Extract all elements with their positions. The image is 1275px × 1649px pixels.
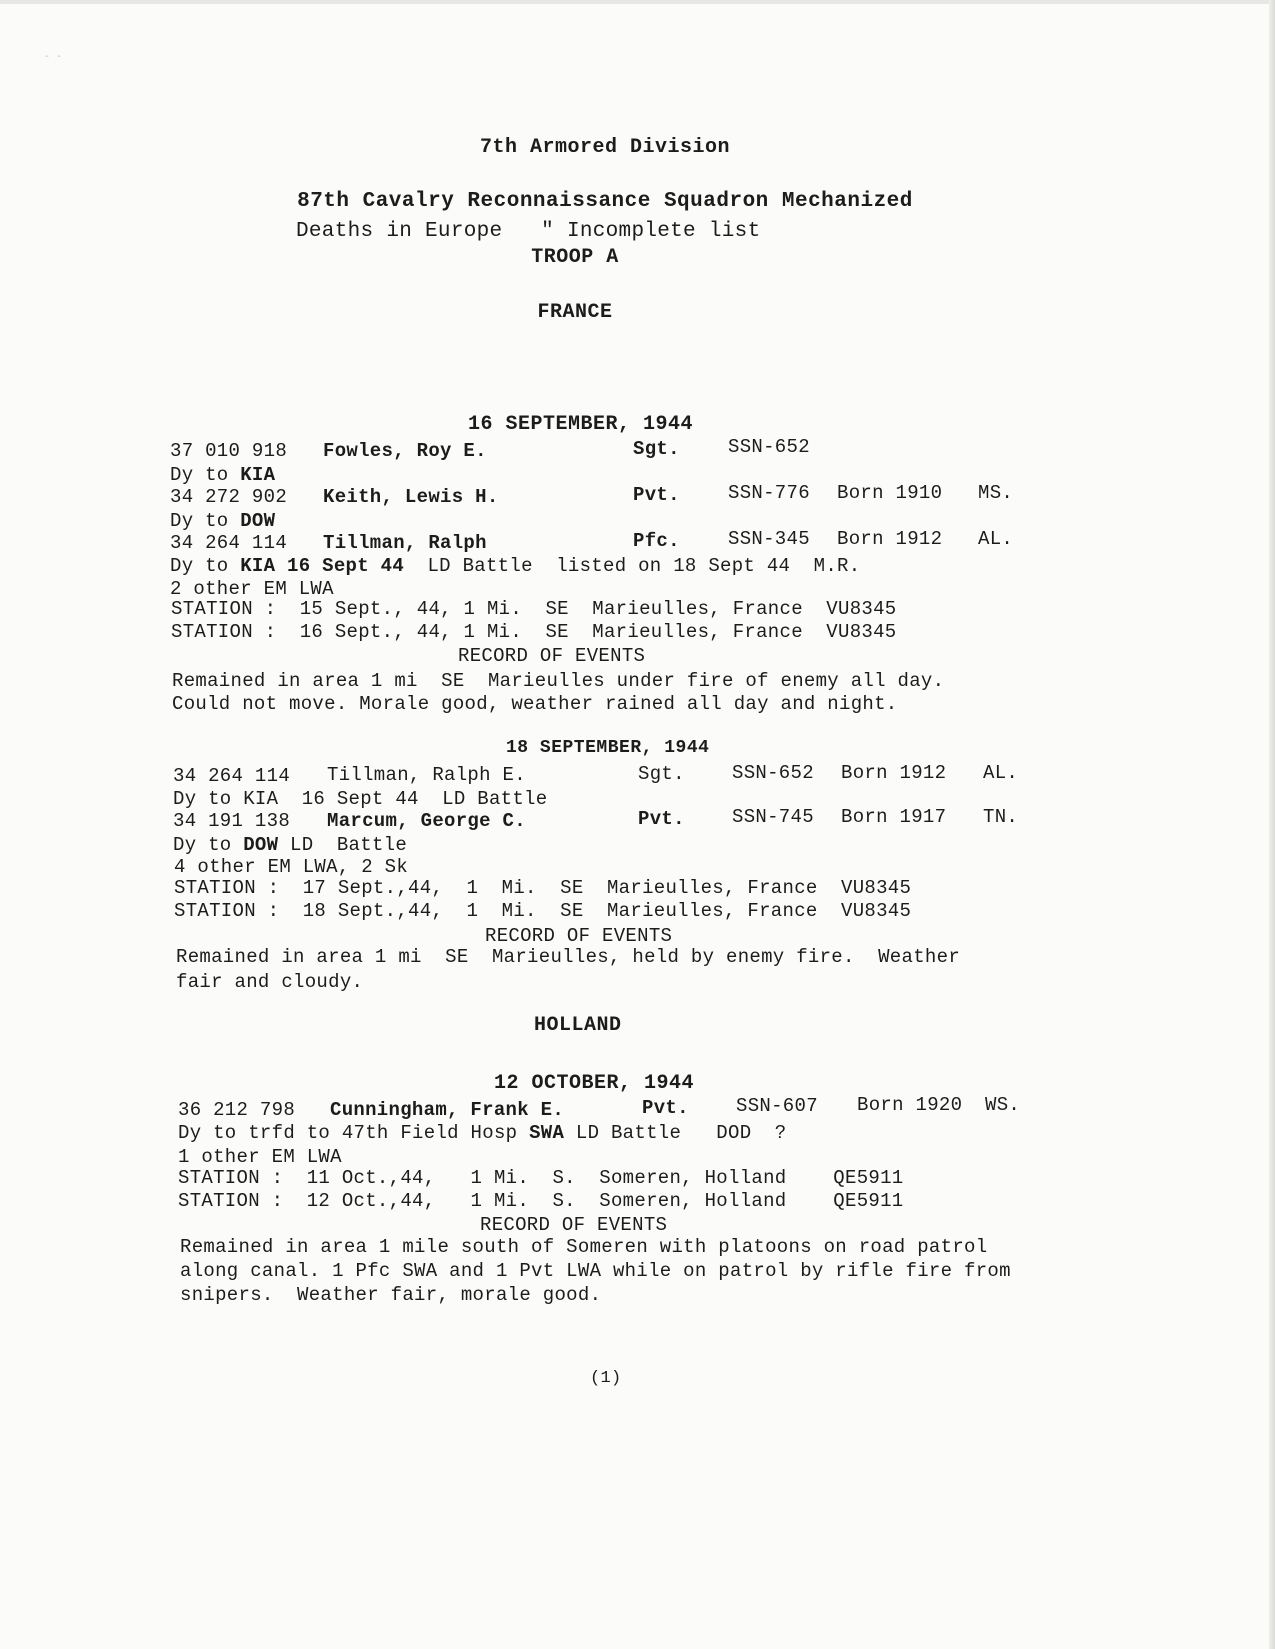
rank: Pvt. [642, 1097, 689, 1119]
record-of-events-heading: RECORD OF EVENTS [480, 1214, 668, 1236]
event-text: snipers. Weather fair, morale good. [180, 1284, 602, 1306]
birth-year: Born 1910 [837, 482, 943, 504]
other-casualties: 4 other EM LWA, 2 Sk [174, 856, 409, 878]
soldier-name: Keith, Lewis H. [323, 486, 499, 508]
serial-number: 34 264 114 [170, 532, 288, 554]
ssn: SSN-607 [736, 1095, 818, 1117]
state: MS. [978, 482, 1014, 504]
scan-mark: - - [44, 52, 63, 63]
duty-detail: LD Battle listed on 18 Sept 44 M.R. [427, 555, 861, 577]
record-of-events-heading: RECORD OF EVENTS [458, 645, 646, 667]
soldier-name: Tillman, Ralph E. [327, 764, 526, 786]
ssn: SSN-745 [732, 806, 814, 828]
section-date: 12 OCTOBER, 1944 [494, 1072, 695, 1095]
station-line: STATION : 16 Sept., 44, 1 Mi. SE Marieulles, France VU8345 [171, 621, 897, 643]
event-text: Remained in area 1 mile south of Someren with platoons on road patrol [180, 1236, 988, 1258]
birth-year: Born 1917 [841, 806, 947, 828]
birth-year: Born 1920 [857, 1094, 963, 1116]
rank: Sgt. [633, 438, 680, 460]
event-text: Remained in area 1 mi SE Marieulles, held by enemy fire. Weather [176, 946, 961, 968]
state: AL. [978, 528, 1014, 550]
event-text: along canal. 1 Pfc SWA and 1 Pvt LWA while on patrol by rifle fire from [180, 1260, 1011, 1282]
country-heading-holland: HOLLAND [534, 1014, 622, 1037]
serial-number: 34 272 902 [170, 486, 288, 508]
subtitle: Deaths in Europe " Incomplete list [296, 220, 761, 243]
station-line: STATION : 17 Sept.,44, 1 Mi. SE Marieulles, France VU8345 [174, 877, 912, 899]
event-text: Remained in area 1 mi SE Marieulles under fire of enemy all day. [172, 670, 945, 692]
duty-code: DOW [243, 834, 279, 856]
station-line: STATION : 12 Oct.,44, 1 Mi. S. Someren, Holland QE5911 [178, 1190, 904, 1212]
duty-status [178, 1122, 787, 1144]
duty-code: KIA [240, 555, 276, 577]
duty-code: SWA [529, 1122, 565, 1144]
duty-prefix: Dy to [170, 555, 241, 577]
other-casualties: 2 other EM LWA [170, 578, 334, 600]
other-casualties: 1 other EM LWA [178, 1146, 342, 1168]
country-heading-france: FRANCE [537, 301, 613, 324]
section-date: 16 SEPTEMBER, 1944 [468, 413, 694, 436]
record-of-events-heading: RECORD OF EVENTS [485, 925, 673, 947]
page-right-edge [1269, 0, 1275, 1649]
duty-status: Dy to KIA 16 Sept 44 LD Battle [173, 788, 548, 810]
soldier-name: Marcum, George C. [327, 810, 526, 832]
event-text: Could not move. Morale good, weather rained all day and night. [172, 693, 898, 715]
station-line: STATION : 11 Oct.,44, 1 Mi. S. Someren, Holland QE5911 [178, 1167, 904, 1189]
birth-year: Born 1912 [841, 762, 947, 784]
ssn: SSN-345 [728, 528, 810, 550]
duty-status [170, 510, 275, 532]
soldier-name: Tillman, Ralph [323, 532, 487, 554]
serial-number: 37 010 918 [170, 440, 288, 462]
squadron-title: 87th Cavalry Reconnaissance Squadron Mechanized [297, 190, 913, 213]
duty-date: 16 Sept 44 [287, 555, 405, 577]
duty-code: KIA [240, 464, 276, 486]
page-top-edge [0, 0, 1275, 4]
station-line: STATION : 18 Sept.,44, 1 Mi. SE Marieulles, France VU8345 [174, 900, 912, 922]
rank: Pvt. [633, 484, 680, 506]
ssn: SSN-776 [728, 482, 810, 504]
duty-detail: LD Battle DOD ? [564, 1122, 787, 1144]
duty-code: DOW [240, 510, 276, 532]
duty-status [170, 555, 860, 577]
soldier-name: Cunningham, Frank E. [330, 1099, 565, 1121]
duty-status [170, 464, 275, 486]
ssn: SSN-652 [732, 762, 814, 784]
serial-number: 34 191 138 [173, 810, 291, 832]
page-number: (1) [590, 1369, 622, 1388]
rank: Pvt. [638, 808, 685, 830]
duty-prefix: Dy to [173, 834, 244, 856]
duty-prefix: Dy to [170, 464, 241, 486]
section-date: 18 SEPTEMBER, 1944 [506, 738, 710, 758]
rank: Sgt. [638, 763, 685, 785]
ssn: SSN-652 [728, 436, 810, 458]
state: AL. [983, 762, 1019, 784]
state: TN. [983, 806, 1019, 828]
division-title: 7th Armored Division [479, 136, 731, 159]
event-text: fair and cloudy. [176, 971, 364, 993]
duty-detail: LD Battle [278, 834, 408, 856]
station-line: STATION : 15 Sept., 44, 1 Mi. SE Marieulles, France VU8345 [171, 598, 897, 620]
serial-number: 34 264 114 [173, 765, 291, 787]
birth-year: Born 1912 [837, 528, 943, 550]
duty-status [173, 834, 407, 856]
serial-number: 36 212 798 [178, 1099, 296, 1121]
state: WS. [985, 1094, 1021, 1116]
soldier-name: Fowles, Roy E. [323, 440, 487, 462]
rank: Pfc. [633, 530, 680, 552]
duty-prefix: Dy to [170, 510, 241, 532]
duty-prefix: Dy to trfd to 47th Field Hosp [178, 1122, 530, 1144]
troop-heading: TROOP A [531, 246, 619, 269]
